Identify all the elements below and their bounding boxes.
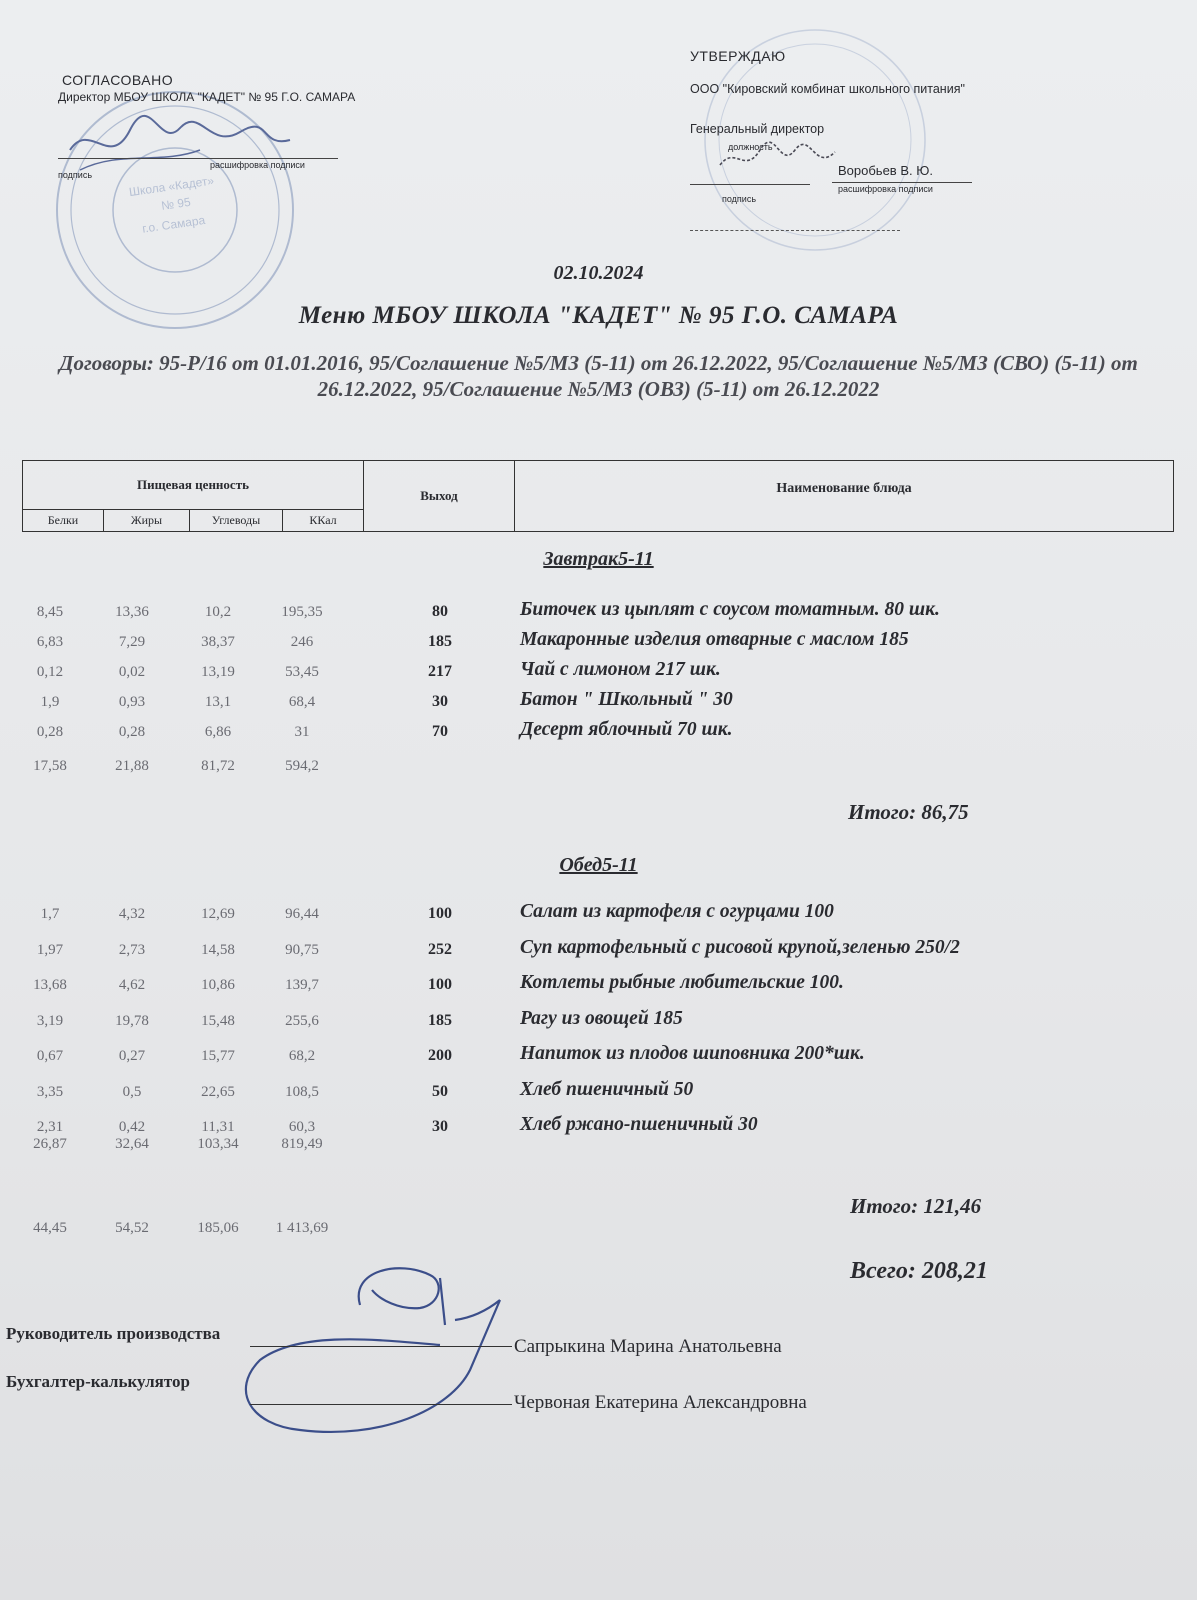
dish-name: Чай с лимоном 217 шк.	[520, 659, 721, 680]
output-value: 217	[428, 663, 452, 680]
nutrition-value-fats: 0,28	[118, 724, 146, 740]
output-value: 100	[428, 905, 452, 922]
output-value: 30	[432, 1118, 448, 1135]
nutrition-value-fats: 7,29	[118, 634, 146, 650]
nutrition-value-kcal: 108,5	[285, 1083, 319, 1100]
nutrition-value-carbs: 13,19	[201, 664, 235, 680]
nutrition-value-carbs: 11,31	[201, 1119, 235, 1135]
approved-organization: ООО "Кировский комбинат школьного питания"	[690, 82, 965, 96]
nutrition-value-proteins: 0,67	[36, 1048, 64, 1064]
nutrition-value-carbs: 22,65	[201, 1083, 235, 1100]
nutrition-value-carbs: 10,86	[201, 977, 235, 993]
proteins-header: Белки	[23, 510, 104, 531]
nutrition-value-fats: 2,73	[118, 941, 146, 958]
lunch-section-title: Обед5-11	[559, 854, 638, 876]
nutrition-value-kcal: 594,2	[285, 758, 319, 774]
nutrition-value-kcal: 195,35	[281, 604, 323, 620]
production-manager-signature	[246, 1268, 500, 1432]
approved-name: Воробьев В. Ю.	[838, 163, 933, 178]
svg-text:№ 95: № 95	[160, 194, 192, 213]
dish-name: Котлеты рыбные любительские 100.	[520, 972, 844, 993]
output-value: 200	[428, 1047, 452, 1064]
nutrition-value-proteins: 6,83	[36, 634, 64, 650]
output-value: 100	[428, 976, 452, 993]
dish-name: Суп картофельный с рисовой крупой,зеленью 250/2	[520, 936, 960, 958]
nutrition-value-kcal: 68,2	[288, 1048, 316, 1064]
agreed-title: СОГЛАСОВАНО	[62, 72, 174, 88]
approved-title: УТВЕРЖДАЮ	[690, 48, 786, 64]
dish-name: Рагу из овощей 185	[520, 1007, 683, 1029]
nutrition-value-proteins: 1,7	[40, 906, 60, 922]
dish-name: Хлеб ржано-пшеничный 30	[520, 1114, 758, 1135]
output-value: 70	[432, 723, 448, 740]
dish-name: Биточек из цыплят с соусом томатным. 80 шк.	[520, 599, 940, 620]
output-value: 50	[432, 1082, 448, 1100]
nutrition-value-fats: 21,88	[115, 758, 149, 774]
nutrition-title: Пищевая ценность	[23, 461, 363, 510]
nutrition-value-kcal: 31	[294, 724, 310, 740]
nutrition-value-proteins: 1,9	[40, 694, 60, 710]
signature-line-2	[250, 1404, 512, 1405]
output-header: Выход	[364, 461, 515, 531]
nutrition-value-carbs: 185,06	[197, 1220, 239, 1236]
nutrition-value-fats: 4,32	[118, 906, 146, 922]
contracts-text: Договоры: 95-Р/16 от 01.01.2016, 95/Соглашение №5/МЗ (5-11) от 26.12.2022, 95/Соглашение №5/МЗ (СВО) (5-11) от 26.12.2022, 95/Соглашение №5/МЗ (ОВЗ) (5-11) от 26.12.2022	[59, 351, 1138, 401]
approved-signature-line	[690, 184, 810, 185]
output-value: 80	[432, 603, 448, 620]
nutrition-value-fats: 0,02	[118, 664, 146, 680]
nutrition-value-carbs: 81,72	[201, 758, 235, 774]
nutrition-value-proteins: 0,28	[36, 724, 64, 740]
nutrition-value-fats: 32,64	[115, 1136, 149, 1152]
nutrition-value-kcal: 53,45	[285, 664, 319, 680]
nutrition-value-proteins: 8,45	[36, 604, 64, 620]
nutrition-value-proteins: 44,45	[33, 1220, 67, 1236]
approved-name-line	[832, 182, 972, 183]
nutrition-value-carbs: 103,34	[197, 1136, 239, 1152]
dish-name: Батон " Школьный " 30	[520, 689, 733, 710]
nutrition-value-proteins: 3,19	[36, 1012, 64, 1029]
nutrition-value-proteins: 2,31	[36, 1119, 64, 1135]
nutrition-value-kcal: 1 413,69	[275, 1220, 329, 1236]
nutrition-value-fats: 4,62	[118, 977, 146, 993]
dish-name: Напиток из плодов шиповника 200*шк.	[520, 1043, 865, 1064]
nutrition-value-kcal: 246	[290, 634, 314, 650]
nutrition-value-fats: 54,52	[115, 1220, 149, 1236]
nutrition-value-carbs: 10,2	[204, 604, 232, 620]
dish-name: Макаронные изделия отварные с маслом 185	[520, 629, 909, 650]
dish-name: Салат из картофеля с огурцами 100	[520, 901, 834, 922]
approved-decoding-label: расшифровка подписи	[838, 184, 933, 194]
agreed-signature-line	[58, 158, 338, 159]
director-signature	[70, 116, 290, 150]
nutrition-value-carbs: 12,69	[201, 906, 235, 922]
output-value: 185	[428, 633, 452, 650]
agreed-signature-label: подпись	[58, 170, 93, 180]
nutrition-value-fats: 19,78	[115, 1012, 149, 1029]
nutrition-value-proteins: 3,35	[36, 1083, 64, 1100]
nutrition-value-proteins: 17,58	[33, 758, 67, 774]
lunch-sum: Итого: 121,46	[850, 1194, 982, 1218]
dish-name-header: Наименование блюда	[776, 481, 912, 496]
output-value: 252	[428, 940, 452, 958]
nutrition-value-kcal: 68,4	[288, 694, 316, 710]
menu-date: 02.10.2024	[553, 262, 644, 284]
approved-signature-label: подпись	[722, 194, 757, 204]
dish-name: Десерт яблочный 70 шк.	[520, 719, 733, 740]
nutrition-value-proteins: 1,97	[36, 941, 64, 958]
nutrition-value-carbs: 6,86	[204, 724, 232, 740]
nutrition-header	[23, 461, 364, 531]
nutrition-value-proteins: 0,12	[36, 664, 64, 680]
nutrition-value-proteins: 13,68	[33, 977, 67, 993]
nutrition-value-kcal: 96,44	[285, 906, 319, 922]
nutrition-value-carbs: 13,1	[204, 694, 232, 710]
table-header	[22, 460, 1174, 532]
nutrition-value-fats: 0,27	[118, 1048, 146, 1064]
nutrition-value-kcal: 90,75	[285, 941, 319, 958]
menu-title: Меню МБОУ ШКОЛА "КАДЕТ" № 95 Г.О. САМАРА	[298, 302, 899, 329]
output-value: 185	[428, 1011, 452, 1029]
svg-text:Школа «Кадет»: Школа «Кадет»	[128, 173, 215, 200]
dish-name: Хлеб пшеничный 50	[520, 1078, 694, 1100]
grand-sum: Всего: 208,21	[850, 1258, 988, 1284]
output-value: 30	[432, 693, 448, 710]
nutrition-value-kcal: 139,7	[285, 977, 319, 993]
breakfast-section-title: Завтрак5-11	[543, 548, 654, 570]
nutrition-value-carbs: 38,37	[201, 634, 235, 650]
approved-date-line	[690, 230, 900, 231]
agreed-decoding-label: расшифровка подписи	[210, 160, 305, 170]
nutrition-value-carbs: 15,77	[201, 1048, 235, 1064]
approved-position: Генеральный директор	[690, 122, 825, 136]
breakfast-sum: Итого: 86,75	[848, 800, 969, 824]
role-accountant: Бухгалтер-калькулятор	[6, 1372, 190, 1391]
nutrition-value-kcal: 819,49	[281, 1136, 323, 1152]
role-production-manager: Руководитель производства	[6, 1324, 221, 1343]
nutrition-value-carbs: 15,48	[201, 1012, 235, 1029]
nutrition-value-fats: 13,36	[115, 604, 149, 620]
nutrition-value-fats: 0,5	[122, 1083, 142, 1100]
person-production-manager: Сапрыкина Марина Анатольевна	[514, 1336, 782, 1357]
signature-line-1	[250, 1346, 512, 1347]
nutrition-value-fats: 0,42	[118, 1119, 146, 1135]
svg-text:г.о. Самара: г.о. Самара	[141, 212, 206, 236]
kcal-header: ККал	[309, 513, 337, 527]
nutrition-value-proteins: 26,87	[33, 1136, 67, 1152]
agreed-director: Директор МБОУ ШКОЛА "КАДЕТ" № 95 Г.О. САМАРА	[58, 90, 356, 104]
person-accountant: Червоная Екатерина Александровна	[514, 1392, 807, 1413]
carbs-header: Углеводы	[190, 510, 283, 531]
nutrition-value-fats: 0,93	[118, 694, 146, 710]
nutrition-value-kcal: 255,6	[285, 1012, 319, 1029]
approved-position-label: должность	[728, 142, 773, 152]
fats-header: Жиры	[104, 510, 190, 531]
nutrition-value-carbs: 14,58	[201, 941, 235, 958]
nutrition-value-kcal: 60,3	[288, 1119, 316, 1135]
